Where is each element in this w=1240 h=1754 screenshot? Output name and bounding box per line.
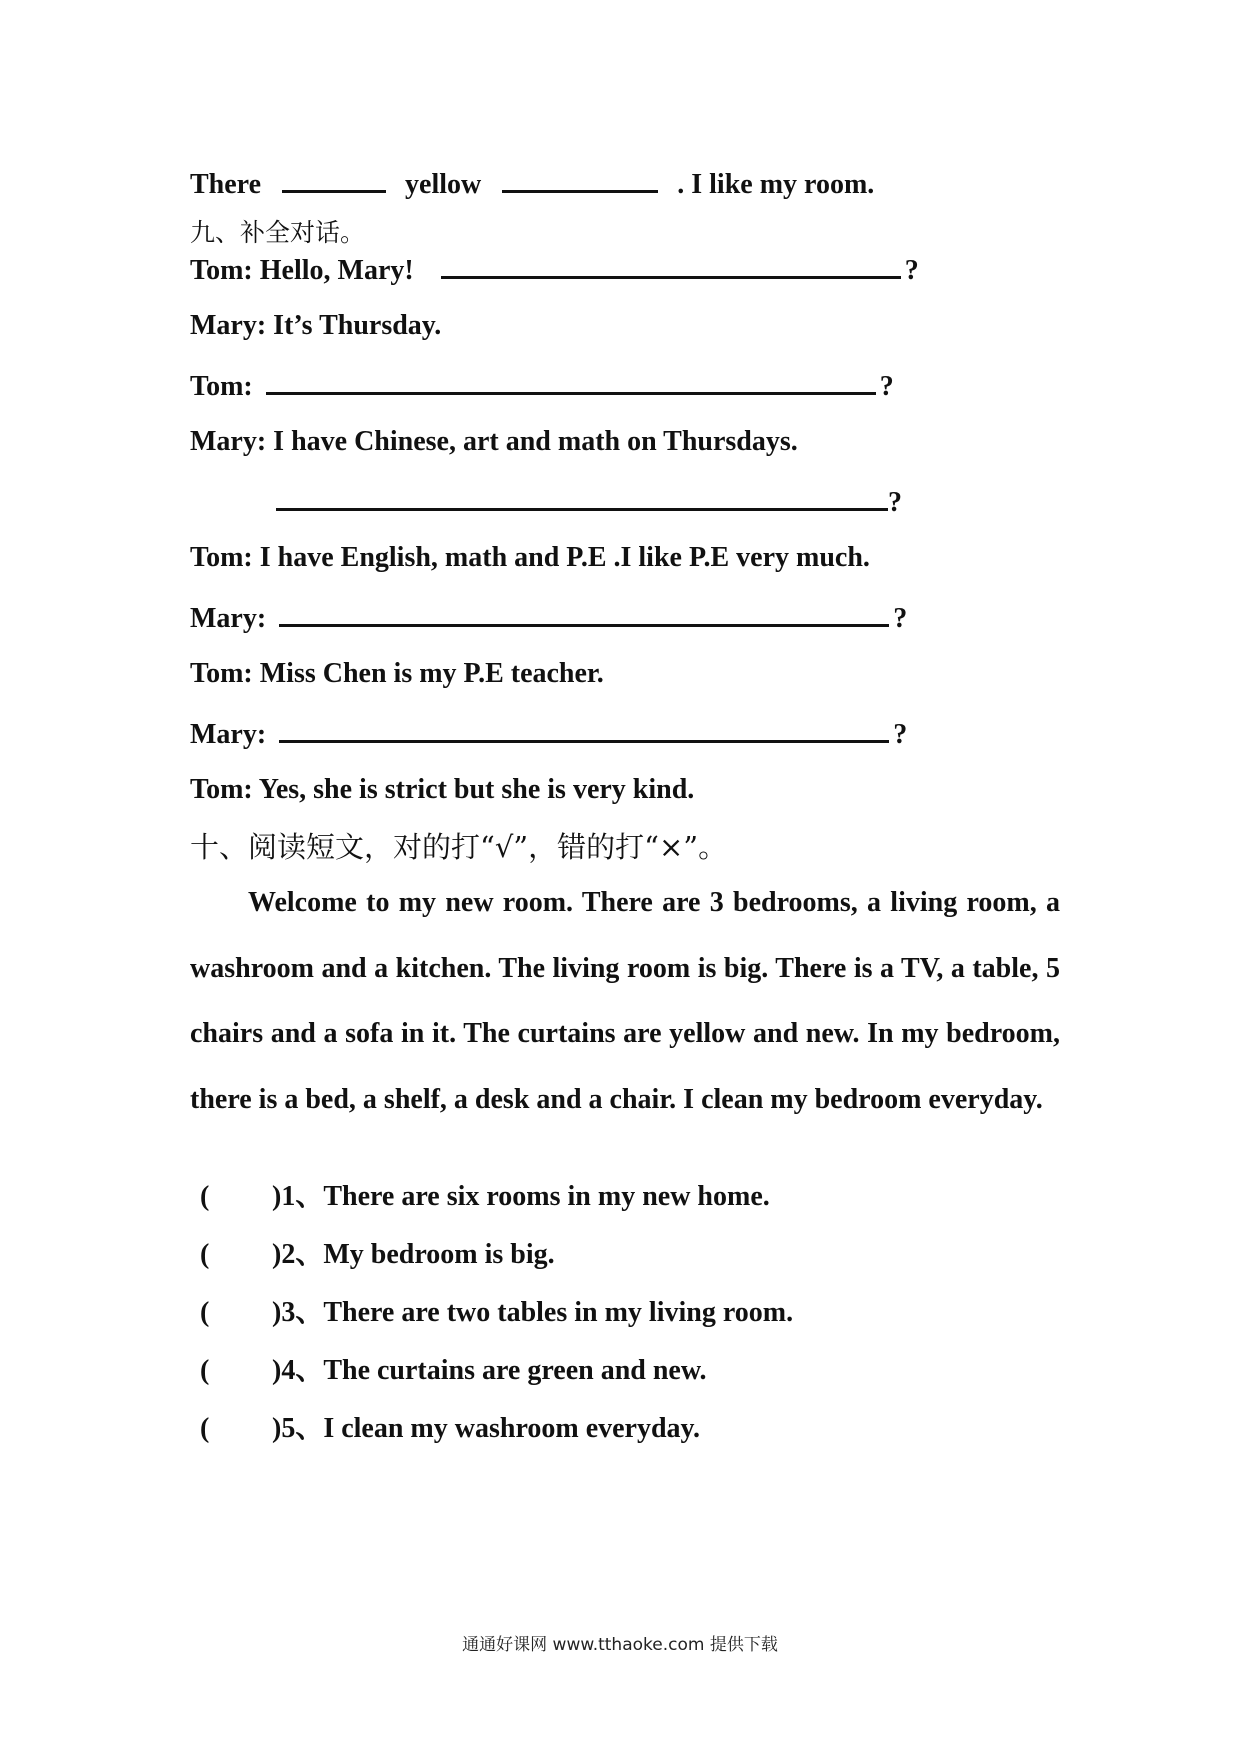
answer-blank[interactable] — [282, 162, 386, 193]
question-2 — [200, 1235, 555, 1275]
answer-blank[interactable] — [276, 480, 888, 511]
question-mark: ? — [879, 371, 894, 402]
question-mark: ? — [893, 719, 908, 750]
sentence-end: . I like my room. — [677, 169, 875, 200]
dialogue-line-5 — [276, 480, 902, 523]
answer-paren[interactable]: ( — [200, 1355, 210, 1386]
dialogue-text: Mary: I have Chinese, art and math on Thursdays. — [190, 426, 798, 457]
dialogue-line-7 — [190, 596, 907, 639]
answer-blank[interactable] — [266, 364, 876, 395]
fill-in-sentence — [190, 162, 874, 205]
question-text: I clean my washroom everyday. — [323, 1413, 701, 1444]
dialogue-text: Mary: It’s Thursday. — [190, 310, 442, 341]
question-number: )2、 — [272, 1239, 324, 1270]
answer-blank[interactable] — [441, 248, 901, 279]
question-number: )3、 — [272, 1297, 324, 1328]
dialogue-line-8 — [190, 654, 604, 694]
dialogue-line-2 — [190, 306, 441, 346]
question-number: )4、 — [272, 1355, 324, 1386]
answer-blank[interactable] — [279, 596, 889, 627]
answer-blank[interactable] — [279, 712, 889, 743]
question-text: There are two tables in my living room. — [323, 1297, 794, 1328]
question-4 — [200, 1351, 707, 1391]
dialogue-line-1 — [190, 248, 919, 291]
question-text: The curtains are green and new. — [323, 1355, 707, 1386]
dialogue-line-4 — [190, 422, 798, 462]
question-1 — [200, 1177, 770, 1217]
word-yellow: yellow — [405, 169, 482, 200]
question-text: There are six rooms in my new home. — [323, 1181, 770, 1212]
question-number: )1、 — [272, 1181, 324, 1212]
answer-paren[interactable]: ( — [200, 1413, 210, 1444]
dialogue-text: Mary: — [190, 603, 267, 634]
dialogue-line-6 — [190, 538, 870, 578]
answer-paren[interactable]: ( — [200, 1239, 210, 1270]
question-mark: ? — [904, 255, 919, 286]
question-3 — [200, 1293, 793, 1333]
section-10-heading: 十、阅读短文，对的打“√”，错的打“×”。 — [190, 830, 728, 864]
dialogue-line-3 — [190, 364, 894, 407]
footer-credit: 通通好课网 www.tthaoke.com 提供下载 — [462, 1635, 778, 1655]
dialogue-text: Mary: — [190, 719, 267, 750]
dialogue-line-10 — [190, 770, 694, 810]
answer-paren[interactable]: ( — [200, 1181, 210, 1212]
dialogue-text: Tom: Hello, Mary! — [190, 255, 414, 286]
dialogue-text: Tom: — [190, 371, 253, 402]
question-mark: ? — [893, 603, 908, 634]
dialogue-text: Tom: I have English, math and P.E .I like P.E very much. — [190, 542, 870, 573]
question-mark: ? — [888, 487, 902, 518]
question-5 — [200, 1409, 700, 1449]
question-text: My bedroom is big. — [323, 1239, 555, 1270]
question-number: )5、 — [272, 1413, 324, 1444]
word-there: There — [190, 169, 262, 200]
reading-passage: Welcome to my new room. There are 3 bedrooms, a living room, a washroom and a kitchen. The living room is big. There is a TV, a table, 5 chairs and a sofa in it. The curtains are yellow and new. In my bedroom, there is a bed, a shelf, a desk and a chair. I clean my bedroom everyday. — [190, 887, 1060, 1115]
dialogue-text: Tom: Miss Chen is my P.E teacher. — [190, 658, 604, 689]
answer-paren[interactable]: ( — [200, 1297, 210, 1328]
answer-blank[interactable] — [502, 162, 658, 193]
dialogue-line-9 — [190, 712, 907, 755]
section-9-heading: 九、补全对话。 — [190, 218, 366, 247]
dialogue-text: Tom: Yes, she is strict but she is very kind. — [190, 774, 695, 805]
